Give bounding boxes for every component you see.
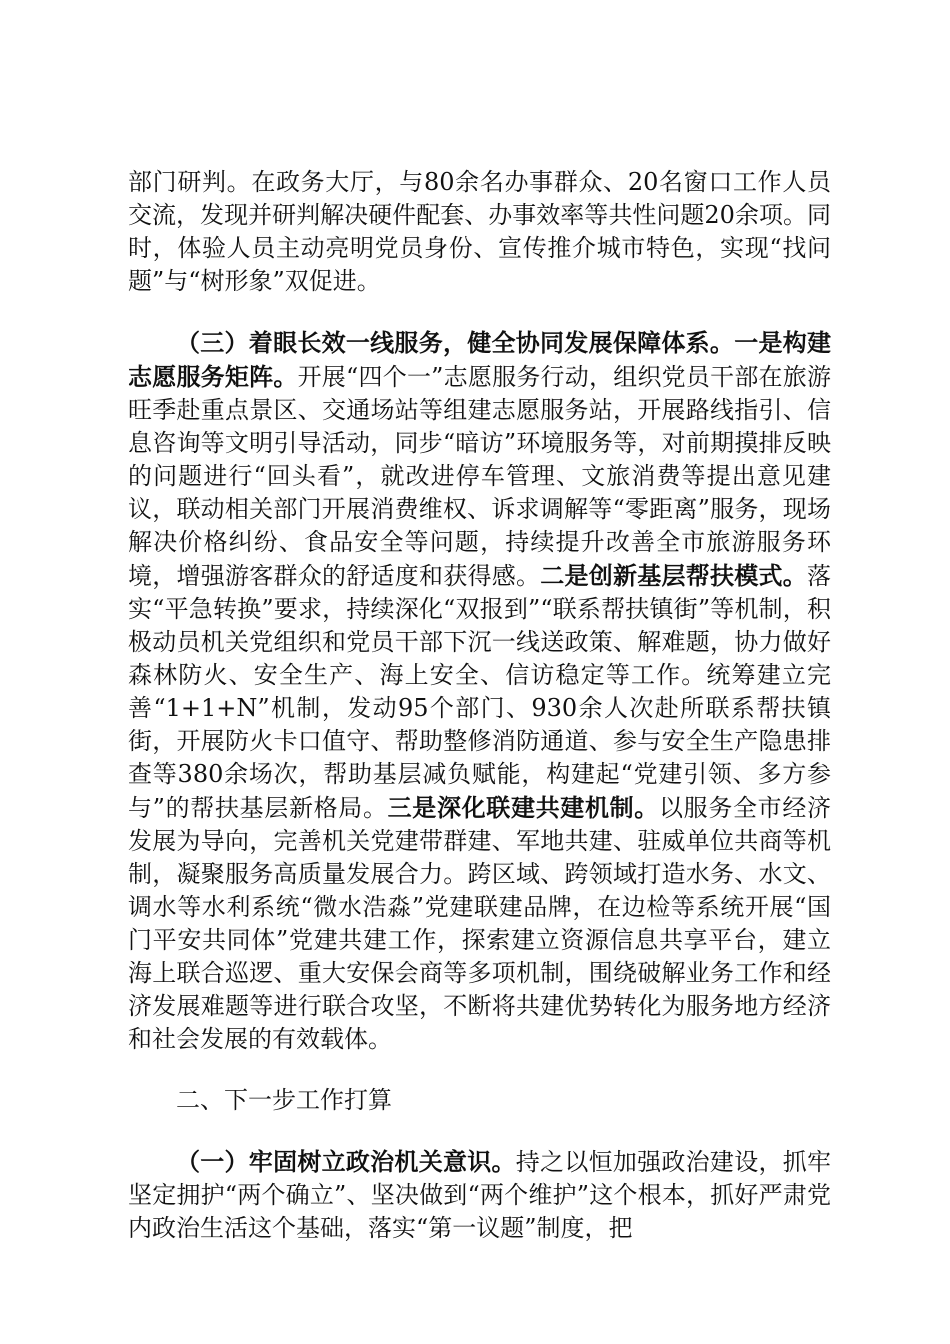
plan-one-text: 持之以恒加强政治建设，抓牢坚定拥护“两个确立”、坚决做到“两个维护”这个根本，抓好严肃党内政治生活这个基础，落实“第一议题”制度，把 [128,1148,832,1242]
paragraph-gap [128,1056,831,1084]
paragraph-continuation [128,166,831,298]
paragraph-gap [128,298,831,326]
point-two-lead: 二是创新基层帮扶模式。 [540,561,807,590]
section-two-title [128,1084,831,1117]
document-page [128,166,831,1245]
point-three-text: 以服务全市经济发展为导向，完善机关党建带群建、军地共建、驻威单位共商等机制，凝聚服务高质量发展合力。跨区域、跨领域打造水务、水文、调水等水利系统“微水浩淼”党建联建品牌，在边检等系统开展“国门平安共同体”党建共建工作，探索建立资源信息共享平台，建立海上联合巡逻、重大安保会商等多项机制，围绕破解业务工作和经济发展难题等进行联合攻坚，不断将共建优势转化为服务地方经济和社会发展的有效载体。 [128,794,831,1053]
section-heading: （三）着眼长效一线服务，健全协同发展保障体系。 [176,328,735,357]
plan-one-heading: （一）牢固树立政治机关意识。 [176,1147,516,1176]
paragraph-section-three [128,326,831,1056]
point-three-lead: 三是深化联建共建机制。 [387,793,659,822]
section-two-title-text: 二、下一步工作打算 [176,1086,392,1114]
paragraph-plan-one [128,1145,831,1245]
paragraph-gap [128,1117,831,1145]
paragraph-text: 部门研判。在政务大厅，与80余名办事群众、20名窗口工作人员交流，发现并研判解决硬件配套、办事效率等共性问题20余项。同时，体验人员主动亮明党员身份、宣传推介城市特色，实现“找问题”与“树形象”双促进。 [128,168,831,295]
point-one-lead: 一是构建志愿服务矩阵。 [128,328,832,391]
point-one-text: 开展“四个一”志愿服务行动，组织党员干部在旅游旺季赴重点景区、交通场站等组建志愿服务站，开展路线指引、信息咨询等文明引导活动，同步“暗访”环境服务等，对前期摸排反映的问题进行“回头看”，就改进停车管理、文旅消费等提出意见建议，联动相关部门开展消费维权、诉求调解等“零距离”服务，现场解决价格纠纷、食品安全等问题，持续提升改善全市旅游服务环境，增强游客群众的舒适度和获得感。 [128,363,831,590]
point-two-text: 落实“平急转换”要求，持续深化“双报到”“联系帮扶镇街”等机制，积极动员机关党组织和党员干部下沉一线送政策、解难题，协力做好森林防火、安全生产、海上安全、信访稳定等工作。统筹建立完善“1+1+N”机制，发动95个部门、930余人次赴所联系帮扶镇街，开展防火卡口值守、帮助整修消防通道、参与安全生产隐患排查等380余场次，帮助基层减负赋能，构建起“党建引领、多方参与”的帮扶基层新格局。 [128,562,831,822]
